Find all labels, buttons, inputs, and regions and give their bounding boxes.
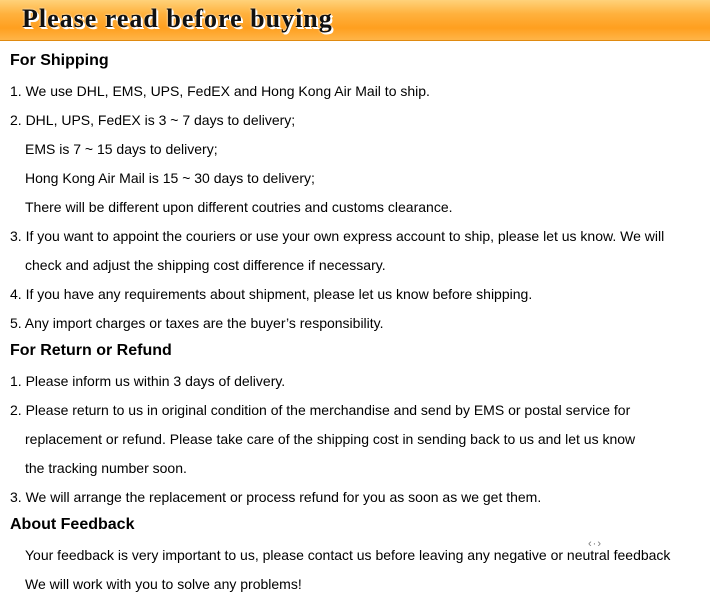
policy-content [10, 48, 700, 599]
refund-line-1: 1. Please inform us within 3 days of delivery. [10, 373, 286, 389]
shipping-line-3-cont: check and adjust the shipping cost difference if necessary. [25, 257, 386, 273]
refund-line-2-cont-2: the tracking number soon. [25, 460, 187, 476]
shipping-line-4: 4. If you have any requirements about shipment, please let us know before shipping. [10, 286, 533, 302]
shipping-line-5: 5. Any import charges or taxes are the buyer’s responsibility. [10, 315, 384, 331]
feedback-section [10, 512, 700, 599]
shipping-line-2: 2. DHL, UPS, FedEX is 3 ~ 7 days to delivery; [10, 112, 296, 128]
shipping-section [10, 48, 700, 338]
shipping-line-airmail: Hong Kong Air Mail is 15 ~ 30 days to delivery; [25, 170, 315, 186]
shipping-line-customs: There will be different upon different coutries and customs clearance. [25, 199, 453, 215]
feedback-line-1: Your feedback is very important to us, please contact us before leaving any negative or neutral feedback [25, 547, 671, 563]
shipping-line-3: 3. If you want to appoint the couriers or use your own express account to ship, please let us know. We will [10, 228, 665, 244]
page-title: Please read before buying [22, 4, 333, 33]
refund-section [10, 338, 700, 512]
shipping-heading: For Shipping [10, 52, 109, 69]
stray-mark: ‹·› [588, 538, 602, 550]
refund-heading: For Return or Refund [10, 342, 172, 359]
shipping-line-ems: EMS is 7 ~ 15 days to delivery; [25, 141, 218, 157]
refund-line-3: 3. We will arrange the replacement or process refund for you as soon as we get them. [10, 489, 542, 505]
refund-line-2: 2. Please return to us in original condition of the merchandise and send by EMS or postal service for [10, 402, 631, 418]
header-banner [0, 0, 710, 41]
feedback-heading: About Feedback [10, 516, 135, 533]
refund-line-2-cont: replacement or refund. Please take care of the shipping cost in sending back to us and let us know [25, 431, 636, 447]
shipping-line-1: 1. We use DHL, EMS, UPS, FedEX and Hong Kong Air Mail to ship. [10, 83, 430, 99]
feedback-line-2: We will work with you to solve any problems! [25, 576, 302, 592]
